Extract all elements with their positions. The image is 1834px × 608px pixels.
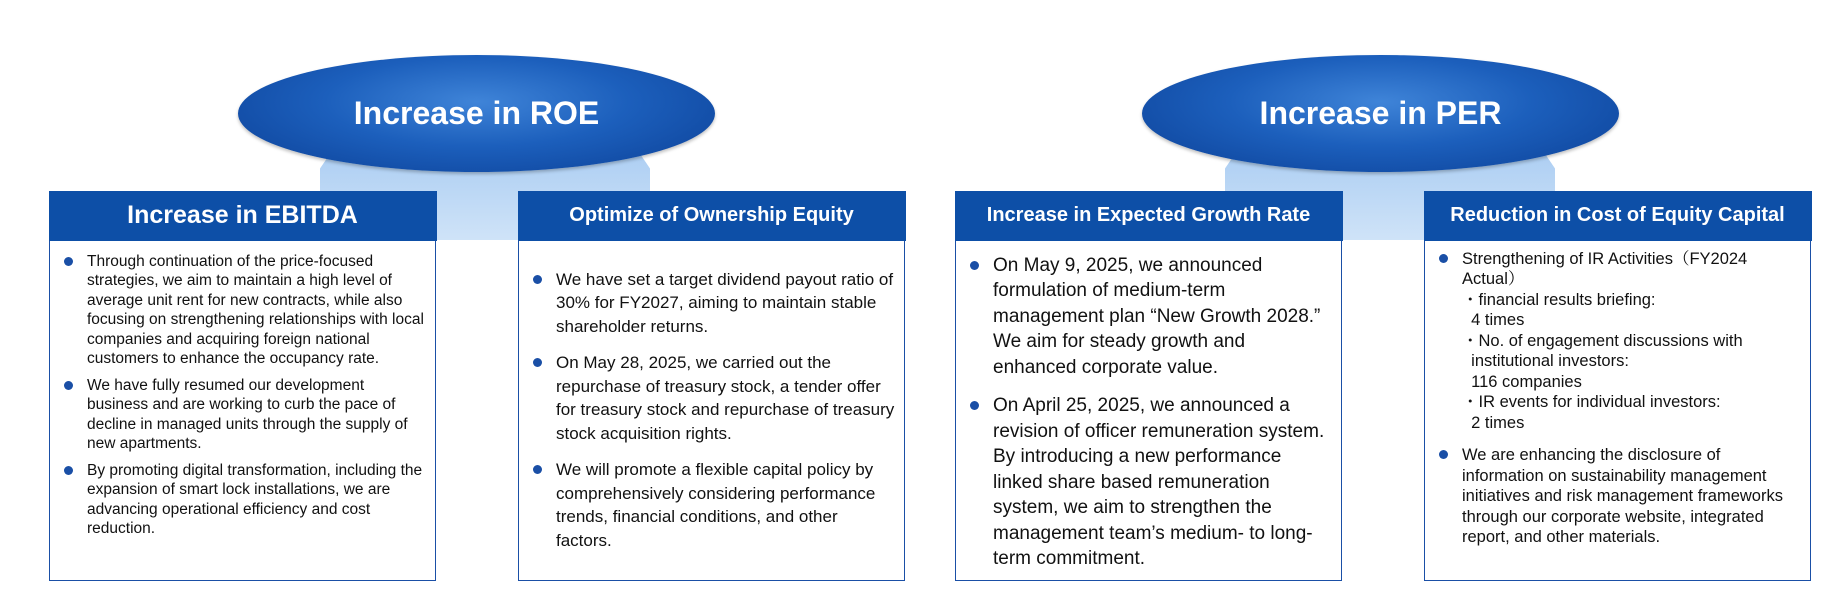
list-item-text: We will promote a flexible capital policy by comprehensively considering performance trends, financial conditions, and other factors. [556,460,876,550]
cost-header [1424,191,1812,241]
growth-header [955,191,1343,241]
cost-header-text: Reduction in Cost of Equity Capital [1450,204,1785,226]
ir-sub-line: 2 times [1462,413,1525,432]
list-item-text: On April 25, 2025, we announced a revision of officer remuneration system. By introducing a new performance linked share based remuneration system, we aim to strengthen the management team’s medium- to long-term commitment. [993,395,1325,569]
bullet-icon [64,466,73,475]
ebitda-header-text: Increase in EBITDA [127,201,358,229]
ir-sub-line: institutional investors: [1462,352,1629,370]
list-item [50,252,427,369]
bullet-icon [1439,450,1448,459]
bullet-icon [64,257,73,266]
equity-header [518,191,906,241]
bullet-icon [533,465,542,474]
list-item-text: We are enhancing the disclosure of information on sustainability management initiatives and risk management frameworks through our corporate website, integrated report, and other materials. [1462,446,1783,546]
list-item [50,461,427,539]
bullet-icon [533,358,542,367]
ir-sub-line: ・financial results briefing: [1462,290,1656,309]
ebitda-box [49,191,436,581]
per-ellipse [1142,55,1619,172]
list-item [519,351,896,445]
equity-box [518,191,905,581]
bullet-icon [970,401,979,410]
ebitda-header [49,191,437,241]
per-title: Increase in PER [1259,95,1502,131]
growth-header-text: Increase in Expected Growth Rate [986,204,1311,226]
ebitda-list [50,241,435,539]
roe-ellipse [238,55,715,172]
ir-sub-line: ・IR events for individual investors: [1462,393,1721,411]
list-item-text: Strengthening of IR Activities（FY2024 Actual） [1462,249,1748,288]
list-item [956,393,1333,572]
list-item-text: On May 28, 2025, we carried out the repurchase of treasury stock, a tender offer for treasury stock and repurchase of treasury stock acquisition rights. [556,353,895,443]
equity-list [519,241,904,553]
list-item-text: We have set a target dividend payout ratio of 30% for FY2027, aiming to maintain stable shareholder returns. [556,269,894,336]
bullet-icon [533,275,542,284]
bullet-icon [970,261,979,270]
list-item [519,458,896,552]
list-item-text: By promoting digital transformation, including the expansion of smart lock installations, we are advancing operational efficiency and cost reduction. [87,461,423,537]
list-item [1425,445,1802,548]
cost-list [1425,241,1810,548]
growth-box [955,191,1342,581]
growth-list [956,241,1341,572]
bullet-icon [64,381,73,390]
roe-title: Increase in ROE [353,95,600,131]
list-item-text: Through continuation of the price-focused strategies, we aim to maintain a high level of average unit rent for new contracts, while also focusing on strengthening relationships with local companies and acquiring foreign national customers to enhance the occupancy rate. [87,252,424,367]
equity-header-text: Optimize of Ownership Equity [569,204,854,226]
list-item [50,376,427,454]
list-item [519,268,896,339]
bullet-icon [1439,254,1448,263]
cost-box [1424,191,1811,581]
ir-sub-line: ・No. of engagement discussions with [1462,331,1743,350]
list-item-text: On May 9, 2025, we announced formulation of medium-term management plan “New Growth 2028.” We aim for steady growth and enhanced corporate value. [993,254,1321,378]
ir-sub-line: 4 times [1462,311,1525,329]
list-item-text: We have fully resumed our development business and are working to curb the pace of decline in managed units through the supply of new apartments. [87,376,408,452]
ir-sub-line: 116 companies [1462,372,1582,391]
list-item [1425,249,1802,434]
list-item [956,253,1333,381]
